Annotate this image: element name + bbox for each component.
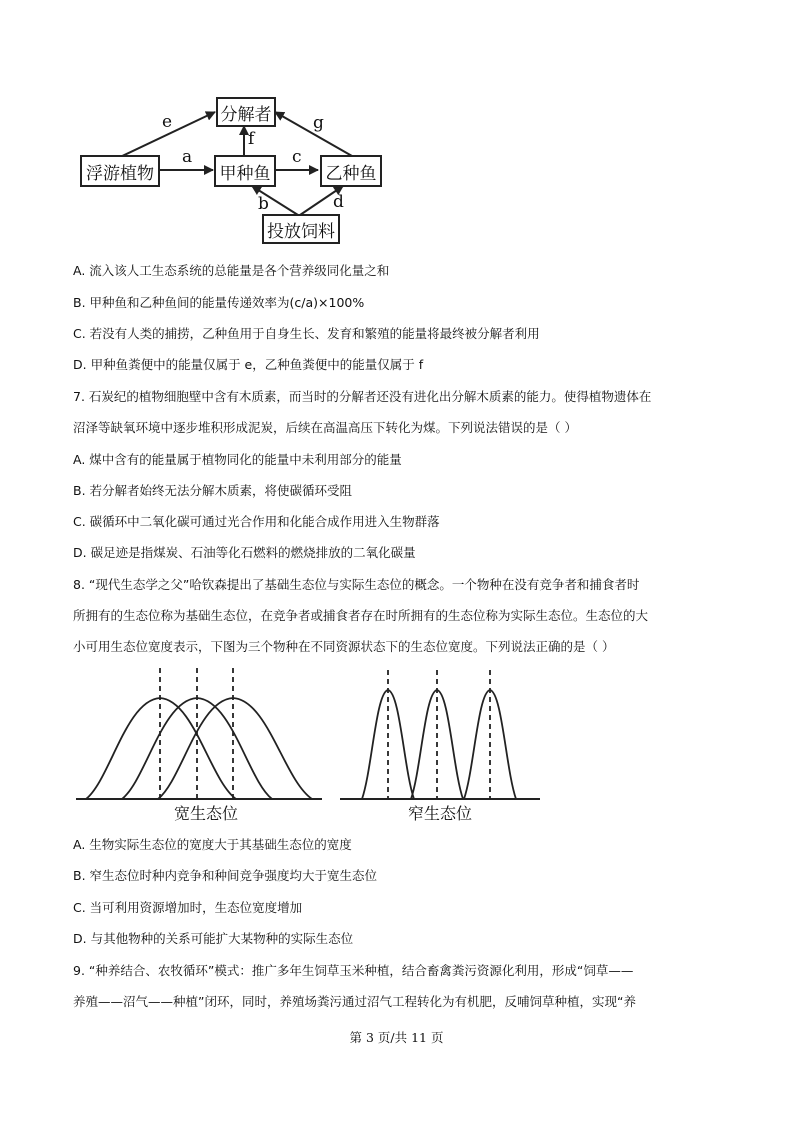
edge-label-c: c [292, 147, 302, 167]
node-feed [262, 214, 340, 244]
q6-option-a: A. 流入该人工生态系统的总能量是各个营养级同化量之和 [73, 263, 390, 278]
page-footer: 第 3 页/共 11 页 [349, 1030, 444, 1045]
diagram-arrows [0, 0, 793, 250]
q6-option-d: D. 甲种鱼粪便中的能量仅属于 e，乙种鱼粪便中的能量仅属于 f [73, 357, 424, 372]
q8-option-c: C. 当可利用资源增加时，生态位宽度增加 [73, 900, 303, 915]
node-fish-a-label: 甲种鱼 [219, 163, 271, 184]
q7-option-c: C. 碳循环中二氧化碳可通过光合作用和化能合成作用进入生物群落 [73, 514, 440, 529]
node-fish-a [214, 155, 276, 187]
q7-stem-line-1: 7. 石炭纪的植物细胞壁中含有木质素，而当时的分解者还没有进化出分解木质素的能力。使得植物遗体在 [73, 389, 652, 404]
node-plankton-label: 浮游植物 [86, 163, 154, 184]
q7-option-d: D. 碳足迹是指煤炭、石油等化石燃料的燃烧排放的二氧化碳量 [73, 545, 416, 560]
node-fish-b-label: 乙种鱼 [325, 163, 377, 184]
q8-stem-line-3: 小可用生态位宽度表示，下图为三个物种在不同资源状态下的生态位宽度。下列说法正确的是（ ） [73, 639, 615, 654]
q8-stem-line-1: 8. “现代生态学之父”哈钦森提出了基础生态位与实际生态位的概念。一个物种在没有竞争者和捕食者时 [73, 577, 640, 592]
node-decomposer [216, 97, 276, 127]
edge-label-b: b [258, 194, 269, 214]
q6-option-b: B. 甲种鱼和乙种鱼间的能量传递效率为(c/a)×100% [73, 295, 365, 310]
wide-niche-caption: 宽生态位 [174, 804, 239, 823]
energy-flow-diagram [0, 0, 793, 250]
q8-option-b: B. 窄生态位时种内竞争和种间竞争强度均大于宽生态位 [73, 868, 378, 883]
q7-option-b: B. 若分解者始终无法分解木质素，将使碳循环受阻 [73, 483, 353, 498]
node-fish-b [320, 155, 382, 187]
q7-option-a: A. 煤中含有的能量属于植物同化的能量中未利用部分的能量 [73, 452, 402, 467]
q7-stem-line-2: 沼泽等缺氧环境中逐步堆积形成泥炭，后续在高温高压下转化为煤。下列说法错误的是（ ） [73, 420, 577, 435]
edge-label-d: d [333, 192, 344, 212]
wide-curve-1 [86, 698, 236, 799]
node-decomposer-label: 分解者 [220, 104, 272, 125]
q9-stem-line-1: 9. “种养结合、农牧循环”模式：推广多年生饲草玉米种植，结合畜禽粪污资源化利用，形成“饲草—— [73, 963, 634, 978]
q8-option-d: D. 与其他物种的关系可能扩大某物种的实际生态位 [73, 931, 354, 946]
edge-label-a: a [182, 147, 193, 167]
q9-stem-line-2: 养殖——沼气——种植”闭环，同时，养殖场粪污通过沼气工程转化为有机肥，反哺饲草种植，实现“养 [73, 994, 636, 1009]
edge-label-e: e [162, 112, 173, 132]
edge-label-f: f [248, 129, 255, 149]
node-feed-label: 投放饲料 [267, 221, 335, 242]
niche-width-figure [0, 660, 793, 830]
narrow-niche-caption: 窄生态位 [408, 804, 473, 823]
q8-stem-line-2: 所拥有的生态位称为基础生态位，在竞争者或捕食者存在时所拥有的生态位称为实际生态位。生态位的大 [73, 608, 649, 623]
edge-label-g: g [313, 113, 324, 133]
wide-curve-3 [158, 698, 312, 799]
node-plankton [80, 155, 160, 187]
q8-option-a: A. 生物实际生态位的宽度大于其基础生态位的宽度 [73, 837, 352, 852]
q6-option-c: C. 若没有人类的捕捞，乙种鱼用于自身生长、发育和繁殖的能量将最终被分解者利用 [73, 326, 540, 341]
niche-curves [0, 660, 793, 830]
